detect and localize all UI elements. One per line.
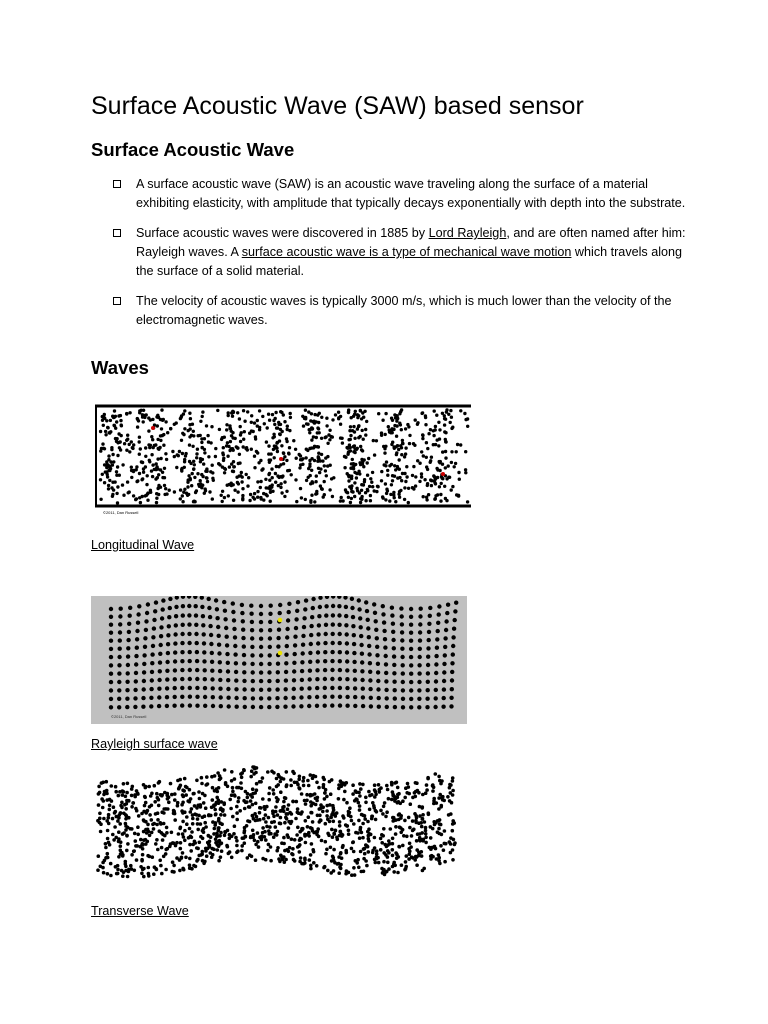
longitudinal-wave-link[interactable]: Longitudinal Wave xyxy=(91,538,195,552)
rayleigh-copyright: ©2011, Dan Russell xyxy=(111,714,147,719)
bullet-text: Surface acoustic waves were discovered in 1885 by xyxy=(136,226,429,240)
document-title: Surface Acoustic Wave (SAW) based sensor xyxy=(91,92,584,120)
bullet-item xyxy=(113,292,693,330)
bullet-list xyxy=(113,175,693,341)
bullet-text: The velocity of acoustic waves is typically 3000 m/s, which is much lower than the velocity of the electromagnetic waves. xyxy=(136,294,672,327)
bullet-link-text[interactable]: Lord Rayleigh xyxy=(428,226,507,240)
longitudinal-wave-figure xyxy=(91,402,471,518)
rayleigh-wave-figure xyxy=(91,596,467,724)
checkbox-bullet-icon xyxy=(113,297,121,305)
bullet-link-text[interactable]: surface acoustic wave is a type of mechanical wave motion xyxy=(241,245,572,259)
checkbox-bullet-icon xyxy=(113,180,121,188)
bullet-item xyxy=(113,175,693,213)
bullet-text: , and are often named after him: Rayleigh waves. A xyxy=(136,226,686,259)
section-heading-saw: Surface Acoustic Wave xyxy=(91,139,295,160)
rayleigh-wave-link[interactable]: Rayleigh surface wave xyxy=(91,737,218,751)
longitudinal-copyright: ©2011, Dan Russell xyxy=(103,510,139,515)
transverse-wave-figure xyxy=(91,765,459,887)
section-heading-waves: Waves xyxy=(91,357,149,378)
bullet-item xyxy=(113,224,693,281)
bullet-text: A surface acoustic wave (SAW) is an acoustic wave traveling along the surface of a material exhibiting elasticity, with amplitude that typically decays exponentially with depth into the substrate. xyxy=(136,177,686,210)
checkbox-bullet-icon xyxy=(113,229,121,237)
transverse-wave-link[interactable]: Transverse Wave xyxy=(91,904,189,918)
bullet-text: which travels along the surface of a solid material. xyxy=(136,245,683,278)
